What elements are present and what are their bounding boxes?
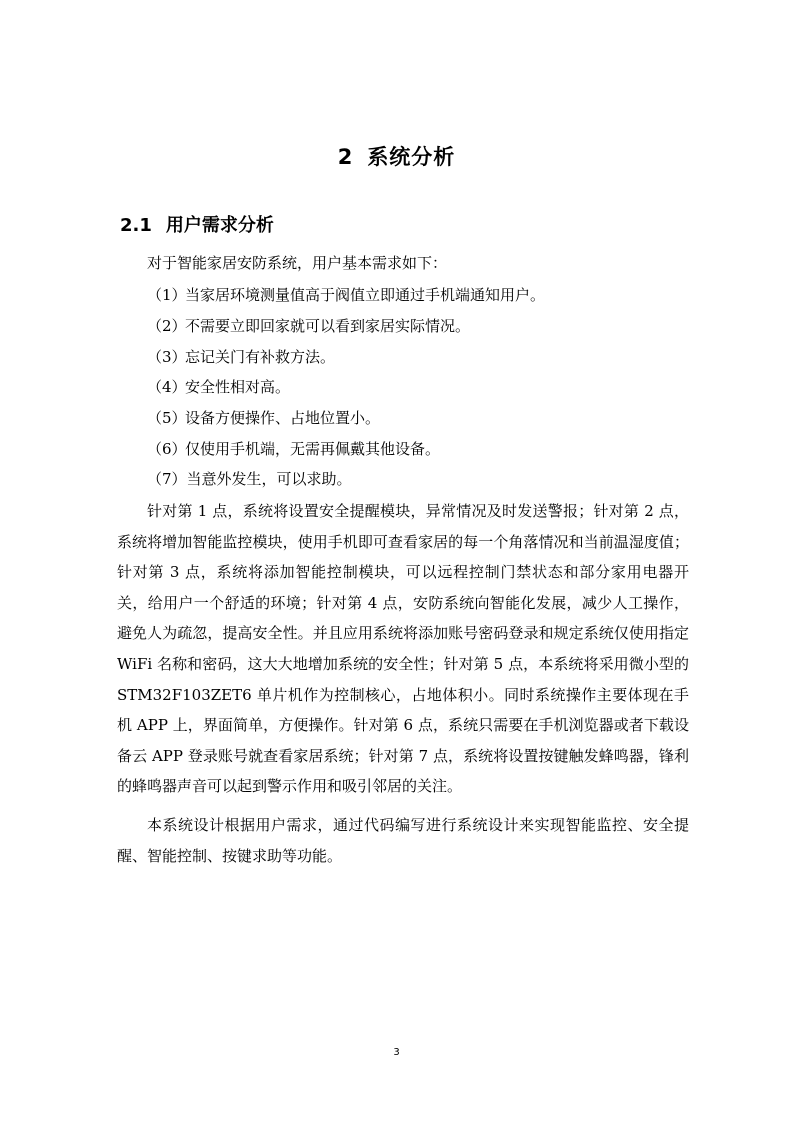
section-title-text: 用户需求分析 — [165, 214, 274, 236]
list-item-text: 仅使用手机端，无需再佩戴其他设备。 — [185, 440, 441, 458]
page-number: 3 — [393, 1047, 400, 1058]
list-item-text: 当家居环境测量值高于阀值立即通过手机端通知用户。 — [185, 286, 546, 304]
list-item-marker: （1） — [147, 286, 187, 304]
chapter-number: 2 — [337, 145, 354, 170]
body-paragraph: 针对第 1 点，系统将设置安全提醒模块，异常情况及时发送警报；针对第 2 点，系统将增加智能监控模块，使用手机即可查看家居的每一个角落情况和当前温湿度值；针对第 3 点，系统将添加智能控制模块，可以远程控制门禁状态和部分家用电器开关，给用户一个舒适的环境；针对第 4 点，安防系统向智能化发展，减少人工操作，避免人为疏忽，提高安全性。并且应用系统将添加账号密码登录和规定系统仅使用指定 WiFi 名称和密码，这大大地增加系统的安全性；针对第 5 点，本系统将采用微小型的 STM32F103ZET6 单片机作为控制核心，占地体积小。同时系统操作主要体现在手机 APP 上，界面简单，方便操作。针对第 6 点，系统只需要在手机浏览器或者下载设备云 APP 登录账号就查看家居系统；针对第 7 点，系统将设置按键触发蜂鸣器，锋利的蜂鸣器声音可以起到警示作用和吸引邻居的关注。 — [117, 502, 689, 796]
list-item — [147, 377, 290, 397]
list-item — [147, 285, 545, 305]
list-item-text: 当意外发生，可以求助。 — [186, 470, 352, 488]
section-number: 2.1 — [120, 214, 152, 236]
list-item-marker: （2） — [147, 317, 187, 335]
list-item-marker: （5） — [147, 409, 187, 427]
list-item-marker: （3） — [147, 348, 187, 366]
chapter-title — [0, 142, 793, 172]
list-item-text: 忘记关门有补救方法。 — [185, 348, 336, 366]
list-item-marker: （7） — [147, 470, 187, 488]
body-paragraph: 本系统设计根据用户需求，通过代码编写进行系统设计来实现智能监控、安全提醒、智能控制、按键求助等功能。 — [117, 816, 689, 865]
list-item — [147, 469, 352, 489]
chapter-title-text: 系统分析 — [367, 145, 456, 170]
list-item-text: 安全性相对高。 — [185, 378, 291, 396]
list-item-text: 不需要立即回家就可以看到家居实际情况。 — [185, 317, 471, 335]
list-item-text: 设备方便操作、占地位置小。 — [185, 409, 381, 427]
list-item — [147, 408, 380, 428]
list-item-marker: （4） — [147, 378, 187, 396]
list-item — [147, 439, 440, 459]
intro-text: 对于智能家居安防系统，用户基本需求如下： — [147, 254, 448, 272]
list-item-marker: （6） — [147, 440, 187, 458]
list-item — [147, 347, 335, 367]
section-title — [120, 213, 274, 239]
list-item — [147, 316, 470, 336]
